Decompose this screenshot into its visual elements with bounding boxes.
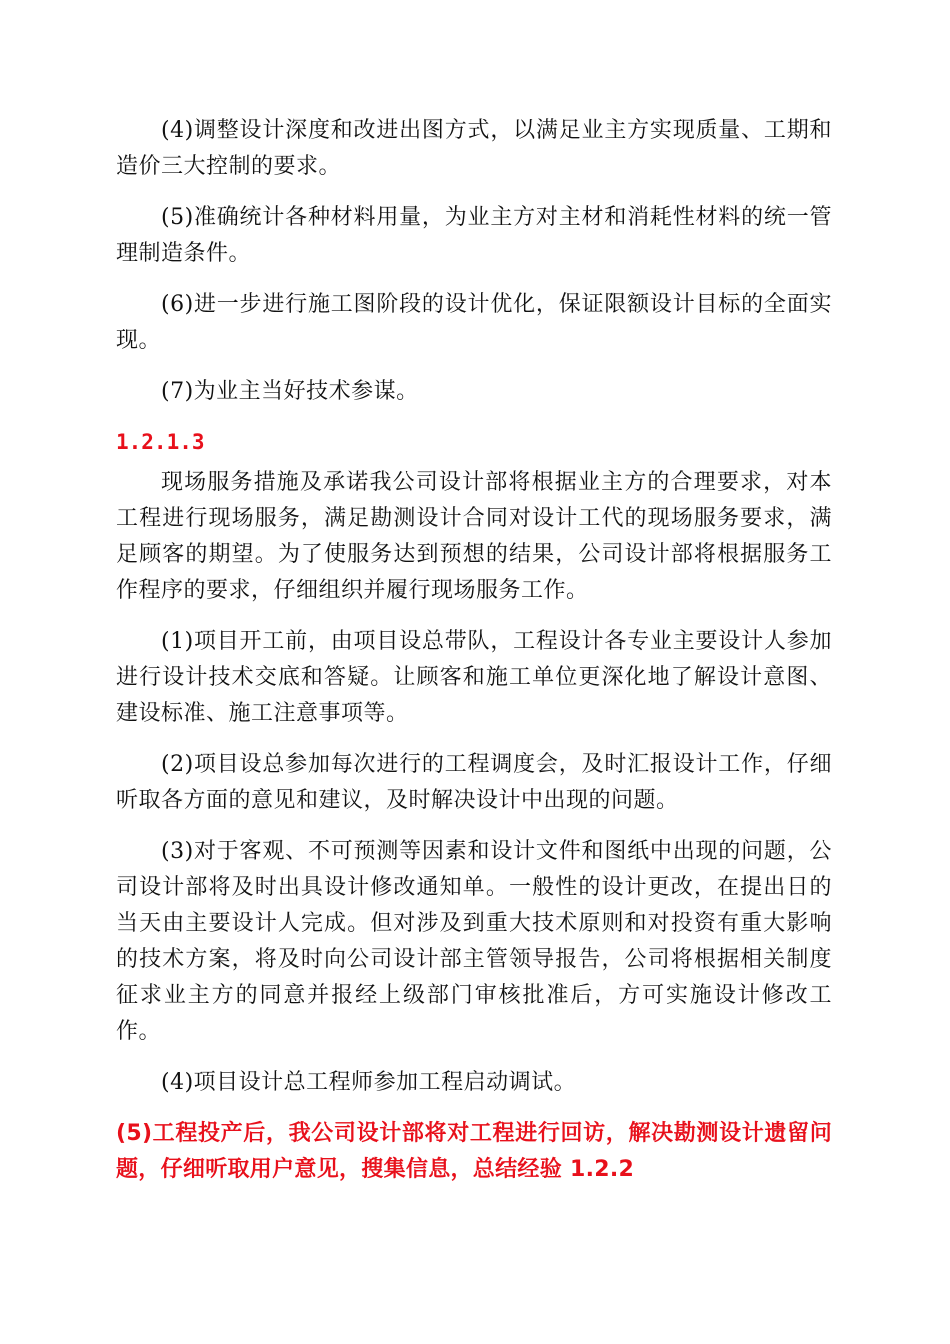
paragraph-item-6: (6)进一步进行施工图阶段的设计优化，保证限额设计目标的全面实现。: [116, 292, 832, 353]
paragraph-service-1: (1)项目开工前，由项目设总带队，工程设计各专业主要设计人参加进行设计技术交底和答疑。让顾客和施工单位更深化地了解设计意图、建设标准、施工注意事项等。: [116, 629, 832, 726]
paragraph-item-5: (5)准确统计各种材料用量，为业主方对主材和消耗性材料的统一管理制造条件。: [116, 205, 832, 266]
paragraph-service-2: (2)项目设总参加每次进行的工程调度会，及时汇报设计工作，仔细听取各方面的意见和建议，及时解决设计中出现的问题。: [116, 752, 832, 813]
paragraph-service-3: (3)对于客观、不可预测等因素和设计文件和图纸中出现的问题，公司设计部将及时出具设计修改通知单。一般性的设计更改，在提出日的当天由主要设计人完成。但对涉及到重大技术原则和对投资有重大影响的技术方案，将及时向公司设计部主管领导报告，公司将根据相关制度征求业主方的同意并报经上级部门审核批准后，方可实施设计修改工作。: [116, 839, 832, 1044]
paragraph-item-4: (4)调整设计深度和改进出图方式，以满足业主方实现质量、工期和造价三大控制的要求。: [116, 118, 832, 179]
paragraph-service-intro: 现场服务措施及承诺我公司设计部将根据业主方的合理要求，对本工程进行现场服务，满足勘测设计合同对设计工代的现场服务要求，满足顾客的期望。为了使服务达到预想的结果，公司设计部将根据服务工作程序的要求，仔细组织并履行现场服务工作。: [116, 470, 832, 603]
paragraph-item-7: (7)为业主当好技术参谋。: [161, 379, 419, 404]
paragraph-service-4: (4)项目设计总工程师参加工程启动调试。: [161, 1070, 577, 1095]
highlight-paragraph: (5)工程投产后，我公司设计部将对工程进行回访，解决勘测设计遗留问题，仔细听取用户意见，搜集信息，总结经验 1.2.2: [116, 1121, 832, 1182]
section-heading: 1.2.1.3: [116, 430, 205, 454]
